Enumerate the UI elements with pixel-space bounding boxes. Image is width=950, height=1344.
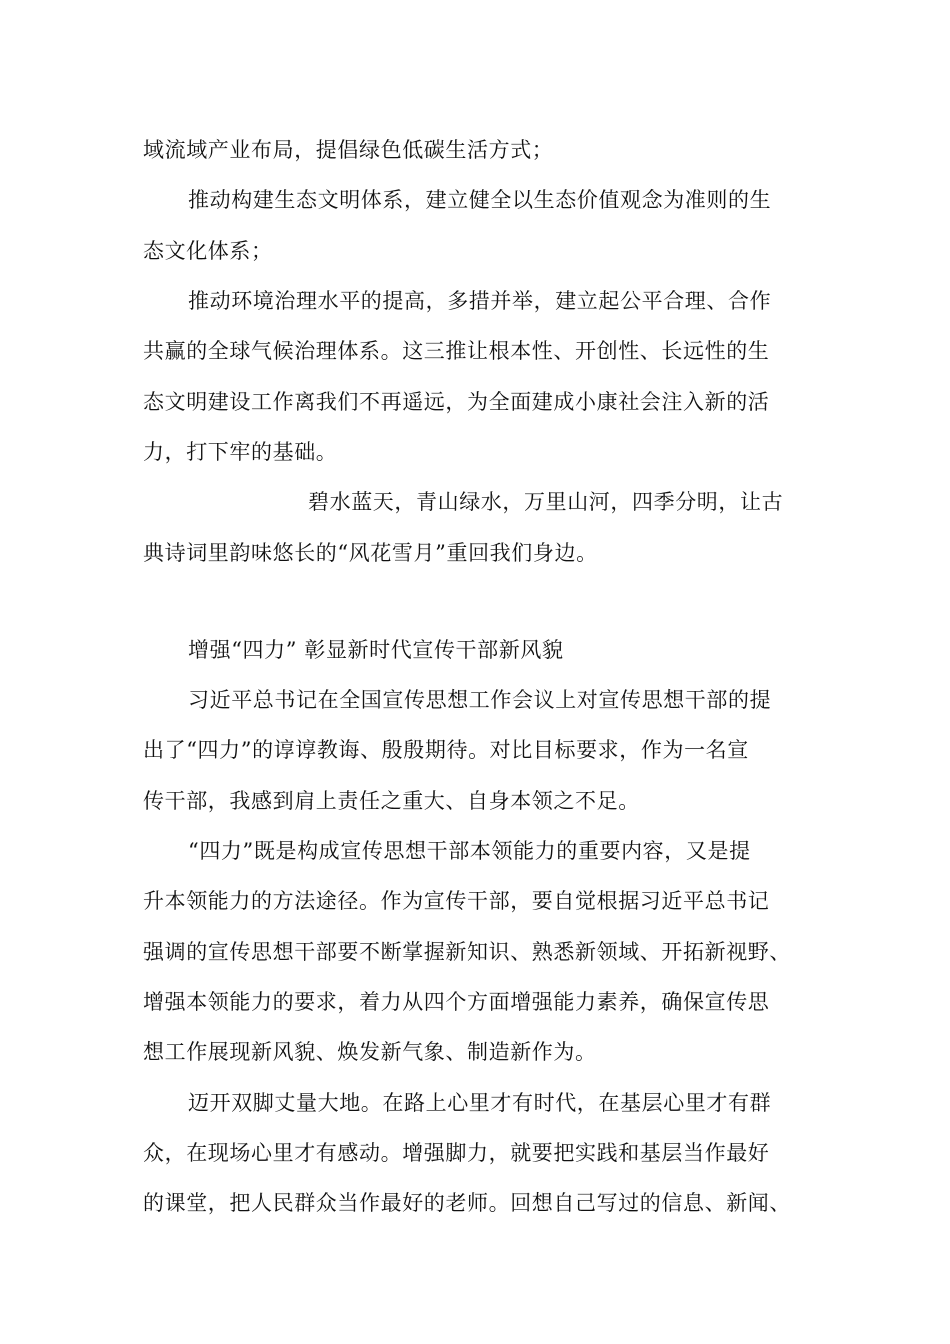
- text-line: 传干部，我感到肩上责任之重大、自身本领之不足。: [143, 789, 640, 813]
- text-line: 推动构建生态文明体系，建立健全以生态价值观念为准则的生: [188, 188, 772, 212]
- text-line: 迈开双脚丈量大地。在路上心里才有时代，在基层心里才有群: [188, 1091, 772, 1115]
- text-line: 出了“四力”的谆谆教诲、殷殷期待。对比目标要求，作为一名宣: [143, 738, 749, 762]
- text-line: 升本领能力的方法途径。作为宣传干部，要自觉根据习近平总书记: [143, 889, 770, 913]
- text-line: 典诗词里韵味悠长的“风花雪月”重回我们身边。: [143, 541, 598, 565]
- text-line: 域流域产业布局，提倡绿色低碳生活方式；: [143, 138, 554, 162]
- section-heading: 增强“四力” 彰显新时代宣传干部新风貌: [188, 638, 564, 662]
- text-line: 想工作展现新风貌、焕发新气象、制造新作为。: [143, 1040, 597, 1064]
- text-line: 力，打下牢的基础。: [143, 440, 338, 464]
- text-line: 的课堂，把人民群众当作最好的老师。回想自己写过的信息、新闻、: [143, 1191, 791, 1215]
- text-line: 态文化体系；: [143, 239, 273, 263]
- text-line: “四力”既是构成宣传思想干部本领能力的重要内容，又是提: [188, 839, 751, 863]
- text-line: 习近平总书记在全国宣传思想工作会议上对宣传思想干部的提: [188, 688, 772, 712]
- text-line: 态文明建设工作离我们不再遥远，为全面建成小康社会注入新的活: [143, 390, 770, 414]
- text-line: 共赢的全球气候治理体系。这三推让根本性、开创性、长远性的生: [143, 339, 770, 363]
- text-line: 碧水蓝天，青山绿水，万里山河，四季分明，让古: [308, 490, 784, 514]
- text-line: 强调的宣传思想干部要不断掌握新知识、熟悉新领域、开拓新视野、: [143, 940, 791, 964]
- text-line: 增强本领能力的要求，着力从四个方面增强能力素养，确保宣传思: [143, 990, 770, 1014]
- text-line: 众，在现场心里才有感动。增强脚力，就要把实践和基层当作最好: [143, 1141, 770, 1165]
- text-line: 推动环境治理水平的提高，多措并举，建立起公平合理、合作: [188, 289, 772, 313]
